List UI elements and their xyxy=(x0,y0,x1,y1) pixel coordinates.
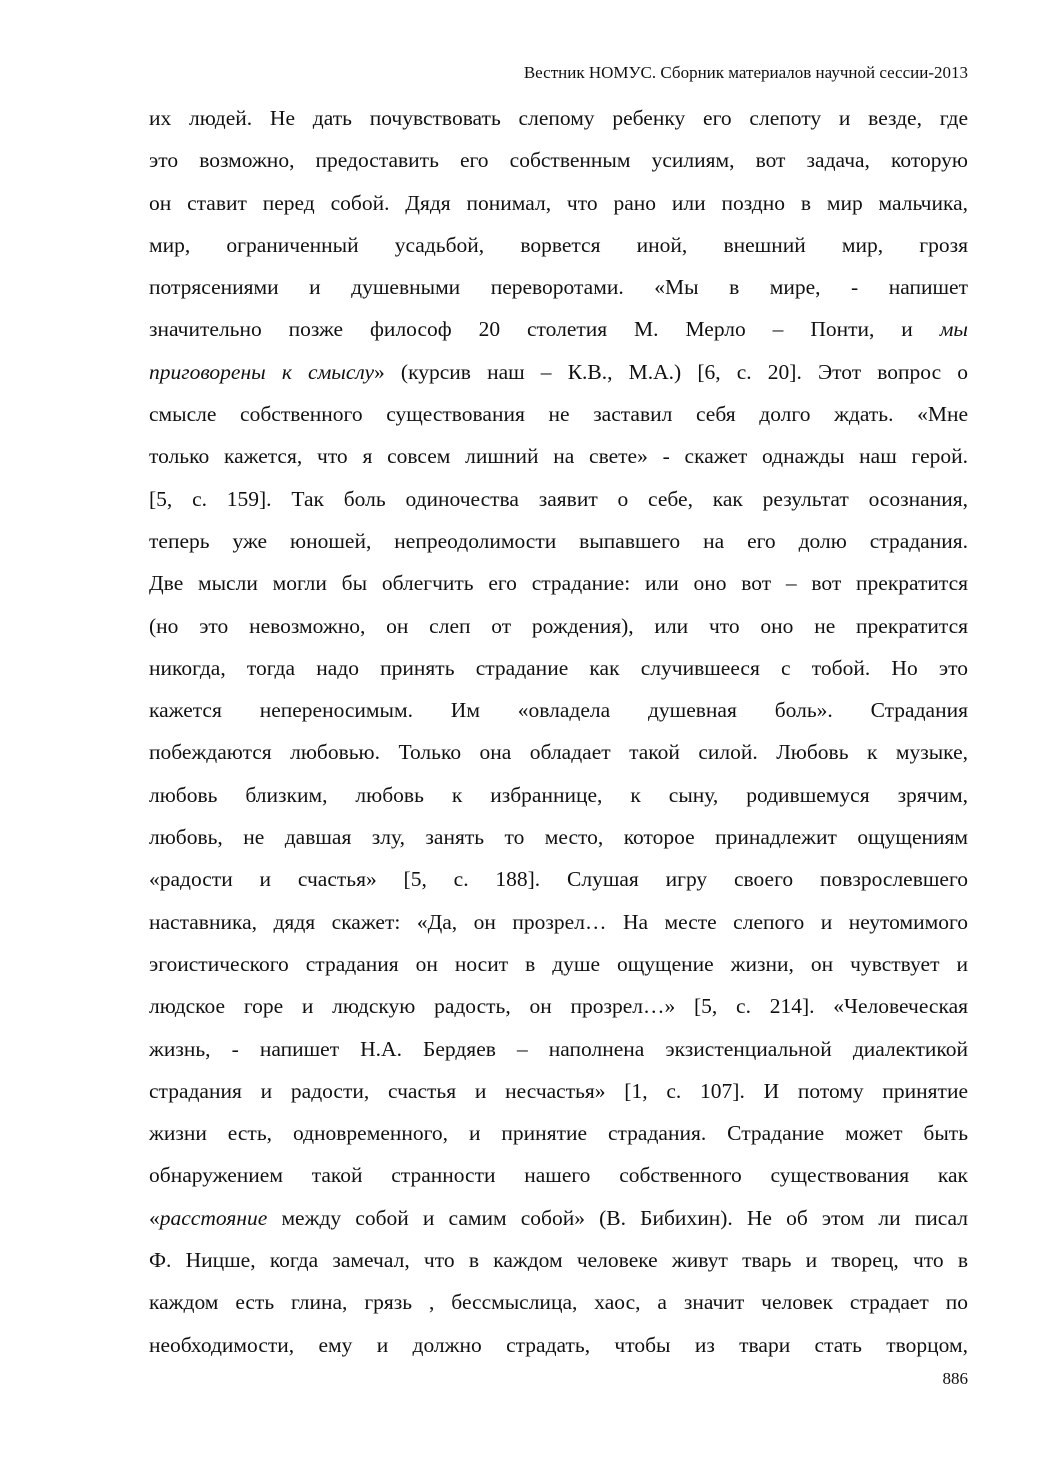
text-line xyxy=(149,816,968,858)
text-segment: » (курсив наш – К.В., М.А.) [6, с. 20]. Этот вопрос о xyxy=(374,359,968,384)
text-line xyxy=(149,1028,968,1070)
text-line xyxy=(149,689,968,731)
text-segment: Ф. Ницше, когда замечал, что в каждом человеке живут тварь и творец, что в xyxy=(149,1248,968,1273)
text-line xyxy=(149,266,968,308)
italic-text-segment: расстояние xyxy=(159,1205,268,1230)
text-segment: каждом есть глина, грязь , бессмыслица, хаос, а значит человек страдает по xyxy=(149,1290,968,1315)
text-line xyxy=(149,1197,968,1239)
text-segment: их людей. Не дать почувствовать слепому ребенку его слепоту и везде, где xyxy=(149,106,968,130)
text-segment: любовь близким, любовь к избраннице, к сыну, родившемуся зрячим, xyxy=(149,782,968,807)
text-segment: « xyxy=(149,1205,160,1230)
text-line xyxy=(149,943,968,985)
text-line xyxy=(149,985,968,1027)
text-segment: жизни есть, одновременного, и принятие страдания. Страдание может быть xyxy=(149,1121,968,1146)
text-line xyxy=(149,139,968,181)
text-segment: между собой и самим собой» (В. Бибихин). Не об этом ли писал xyxy=(267,1205,968,1230)
italic-text-segment: приговорены к смыслу xyxy=(149,359,375,384)
text-line xyxy=(149,1281,968,1323)
text-segment: потрясениями и душевными переворотами. «Мы в мире, - напишет xyxy=(149,275,968,300)
text-segment: никогда, тогда надо принять страдание как случившееся с тобой. Но это xyxy=(149,655,968,680)
text-line xyxy=(149,393,968,435)
text-line xyxy=(149,478,968,520)
text-line xyxy=(149,520,968,562)
text-segment: кажется непереносимым. Им «овладела душевная боль». Страдания xyxy=(149,698,968,723)
text-line xyxy=(149,731,968,773)
text-segment: людское горе и людскую радость, он прозрел…» [5, с. 214]. «Человеческая xyxy=(149,994,968,1019)
text-line xyxy=(149,224,968,266)
text-segment: побеждаются любовью. Только она обладает такой силой. Любовь к музыке, xyxy=(149,740,968,765)
text-line xyxy=(149,97,968,139)
text-segment: мир, ограниченный усадьбой, ворвется иной, внешний мир, грозя xyxy=(149,232,968,257)
text-segment: это возможно, предоставить его собственным усилиям, вот задача, которую xyxy=(149,148,968,173)
text-segment: жизнь, - напишет Н.А. Бердяев – наполнена экзистенциальной диалектикой xyxy=(149,1036,968,1061)
text-line xyxy=(149,858,968,900)
page-number: 886 xyxy=(942,1369,968,1388)
text-line xyxy=(149,435,968,477)
italic-text-segment: мы xyxy=(939,317,968,342)
text-segment: наставника, дядя скажет: «Да, он прозрел… На месте слепого и неутомимого xyxy=(149,909,968,934)
text-line xyxy=(149,774,968,816)
text-segment: только кажется, что я совсем лишний на свете» - скажет однажды наш герой. xyxy=(149,444,968,469)
text-segment: (но это невозможно, он слеп от рождения), или что оно не прекратится xyxy=(149,613,968,638)
text-segment: эгоистического страдания он носит в душе ощущение жизни, он чувствует и xyxy=(149,951,968,976)
text-segment: смысле собственного существования не заставил себя долго ждать. «Мне xyxy=(149,402,968,427)
text-line xyxy=(149,562,968,604)
text-segment: обнаружением такой странности нашего собственного существования как xyxy=(149,1163,968,1188)
text-line xyxy=(149,182,968,224)
text-segment: теперь уже юношей, непреодолимости выпавшего на его долю страдания. xyxy=(149,528,968,553)
text-line xyxy=(149,308,968,350)
text-line xyxy=(149,1070,968,1112)
running-header: Вестник НОМУС. Сборник материалов научной сессии-2013 xyxy=(523,63,968,82)
text-line xyxy=(149,1154,968,1196)
text-segment: «радости и счастья» [5, с. 188]. Слушая игру своего повзрослевшего xyxy=(149,867,968,892)
text-segment: любовь, не давшая злу, занять то место, которое принадлежит ощущениям xyxy=(149,825,968,850)
text-line xyxy=(149,351,968,393)
text-segment: [5, с. 159]. Так боль одиночества заявит о себе, как результат осознания, xyxy=(149,486,968,511)
body-text xyxy=(149,97,968,1366)
text-line xyxy=(149,605,968,647)
text-segment: необходимости, ему и должно страдать, чтобы из твари стать творцом, xyxy=(149,1332,968,1357)
text-line xyxy=(149,1239,968,1281)
text-segment: Две мысли могли бы облегчить его страдание: или оно вот – вот прекратится xyxy=(149,571,968,596)
text-line xyxy=(149,901,968,943)
text-line xyxy=(149,1324,968,1366)
text-segment: он ставит перед собой. Дядя понимал, что рано или поздно в мир мальчика, xyxy=(149,190,968,215)
text-line xyxy=(149,647,968,689)
text-segment: значительно позже философ 20 столетия М. Мерло – Понти, и xyxy=(149,317,940,342)
text-segment: страдания и радости, счастья и несчастья» [1, с. 107]. И потому принятие xyxy=(149,1078,968,1103)
text-line xyxy=(149,1112,968,1154)
